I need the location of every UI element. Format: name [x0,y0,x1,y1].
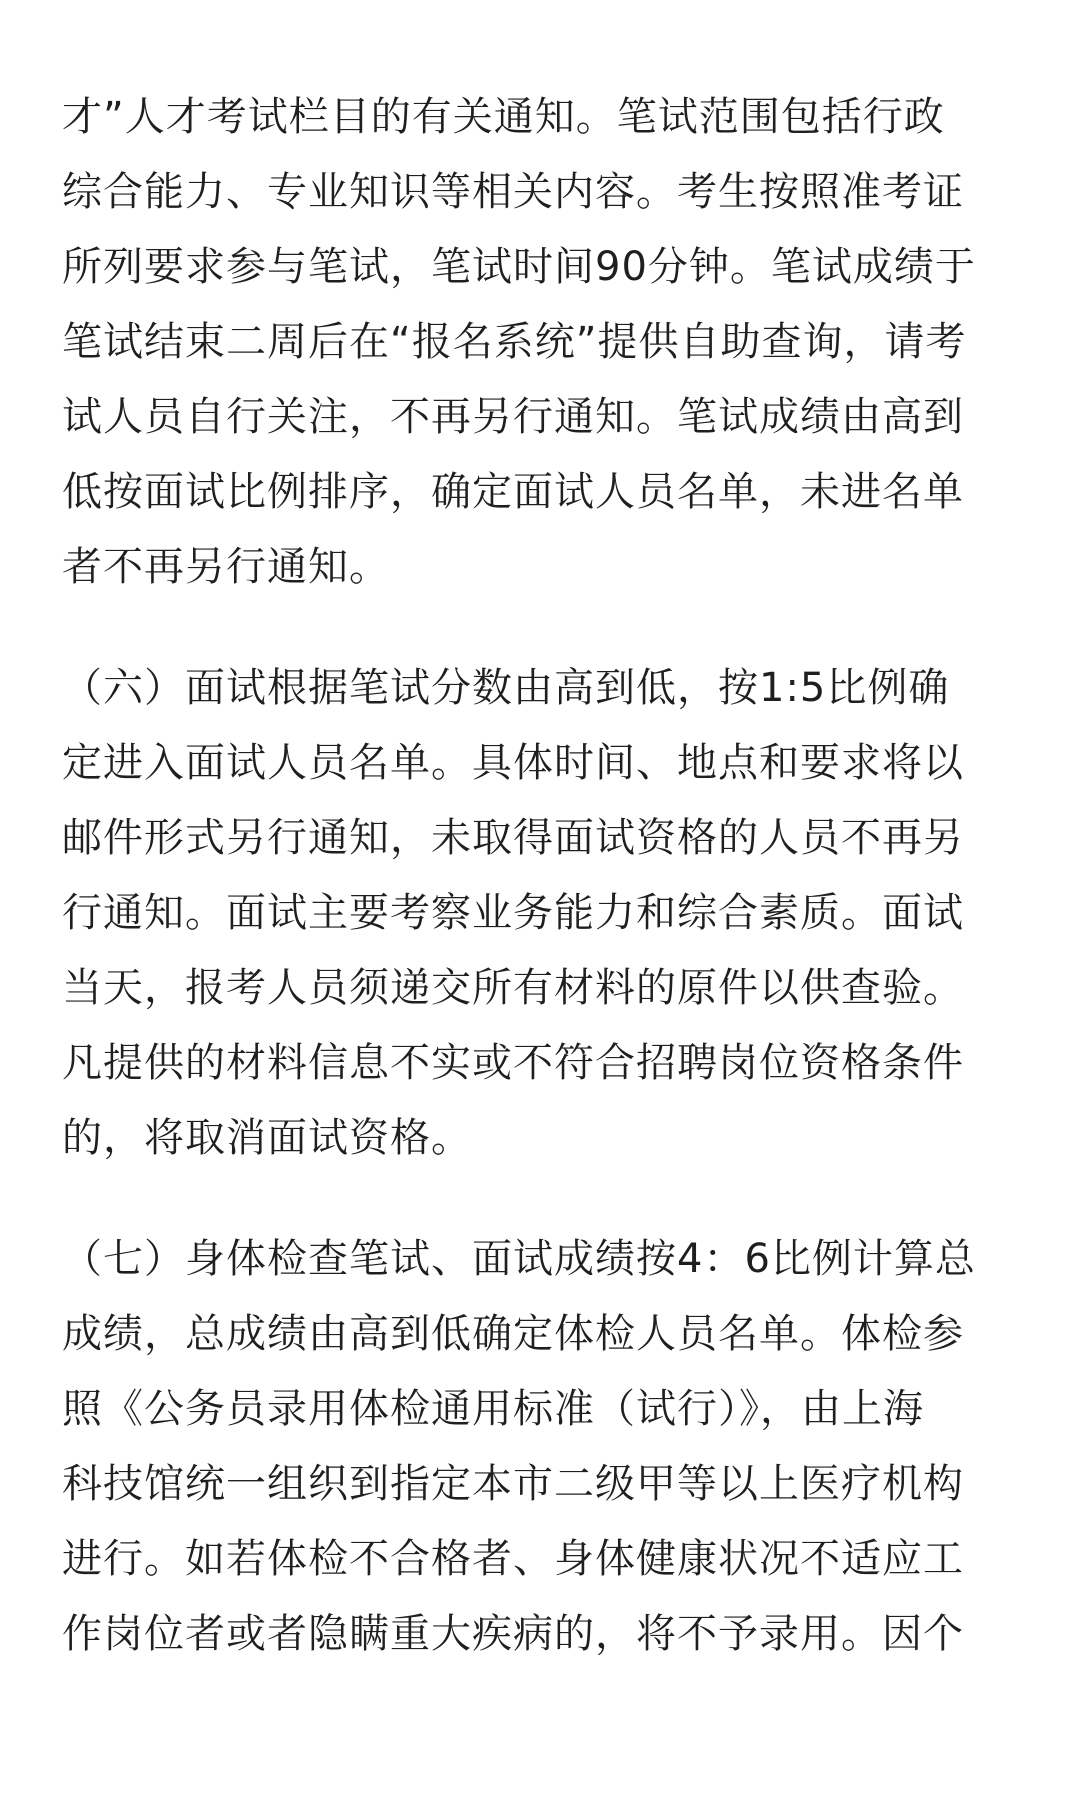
text-line: 才”人才考试栏目的有关通知。笔试范围包括行政 [62,94,945,140]
text-line: 进行。如若体检不合格者、身体健康状况不适应工 [62,1536,964,1582]
paragraph-spacer [62,1176,1027,1222]
text-line: 邮件形式另行通知，未取得面试资格的人员不再另 [62,815,964,861]
text-line: 的，将取消面试资格。 [62,1115,472,1161]
paragraph-spacer [62,605,1027,651]
text-line: 当天，报考人员须递交所有材料的原件以供查验。 [62,965,964,1011]
text-line: 成绩，总成绩由高到低确定体检人员名单。体检参 [62,1311,964,1357]
paragraph-written-exam [62,0,1027,605]
article-body [62,0,1027,1800]
text-line: 低按面试比例排序，确定面试人员名单，未进名单 [62,469,964,515]
text-line: 行通知。面试主要考察业务能力和综合素质。面试 [62,890,964,936]
text-line: 作岗位者或者隐瞒重大疾病的，将不予录用。因个 [62,1611,964,1657]
paragraph-interview [62,651,1027,1176]
text-line: 所列要求参与笔试，笔试时间90分钟。笔试成绩于 [62,244,976,290]
text-line: 照《公务员录用体检通用标准（试行）》，由上海 [62,1386,924,1432]
paragraph-physical-exam [62,1222,1027,1672]
text-line: 笔试结束二周后在“报名系统”提供自助查询，请考 [62,319,967,365]
text-line: （七）身体检查笔试、面试成绩按4：6比例计算总 [62,1236,976,1282]
text-line: 凡提供的材料信息不实或不符合招聘岗位资格条件 [62,1040,964,1086]
text-line: 定进入面试人员名单。具体时间、地点和要求将以 [62,740,964,786]
text-line: （六）面试根据笔试分数由高到低，按1:5比例确 [62,665,950,711]
text-line: 综合能力、专业知识等相关内容。考生按照准考证 [62,169,964,215]
text-line: 科技馆统一组织到指定本市二级甲等以上医疗机构 [62,1461,964,1507]
text-line: 试人员自行关注，不再另行通知。笔试成绩由高到 [62,394,964,440]
text-line: 者不再另行通知。 [62,544,390,590]
